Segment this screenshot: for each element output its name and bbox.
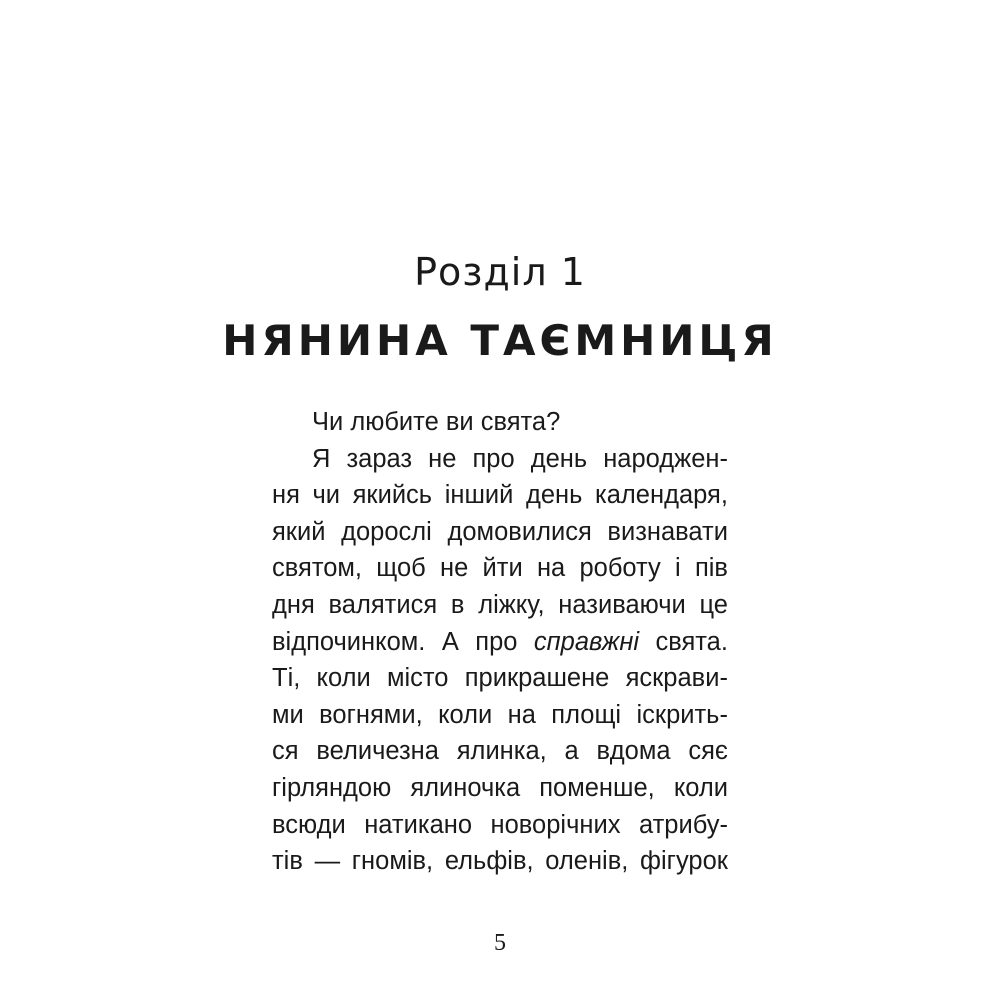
emphasized-word: справжні	[533, 627, 640, 656]
text-line	[272, 733, 728, 770]
word: визнавати	[607, 517, 728, 546]
body-text	[272, 404, 728, 880]
word: дорослі	[341, 517, 432, 546]
page-number: 5	[494, 930, 506, 956]
word: новорічних	[490, 810, 621, 839]
word: святом,	[272, 554, 363, 583]
word: всюди	[272, 810, 346, 839]
text-line	[272, 807, 728, 844]
word: поменше,	[539, 773, 655, 802]
chapter-title: НЯНИНА ТАЄМНИЦЯ	[222, 316, 778, 365]
chapter-label: Розділ 1	[414, 250, 586, 294]
word: прикрашене	[464, 664, 610, 693]
word: який	[272, 517, 326, 546]
text-line	[272, 587, 728, 624]
word: величезна	[316, 737, 439, 766]
word: ялиночка	[410, 773, 521, 802]
word: —	[314, 847, 341, 876]
word: свята.	[655, 627, 728, 656]
word: ся	[272, 737, 299, 766]
word: не	[440, 554, 469, 583]
word: ня	[272, 481, 300, 510]
word: валятися	[328, 590, 438, 619]
word: коли	[673, 773, 728, 802]
word: сяє	[688, 737, 728, 766]
word: коли	[438, 700, 493, 729]
word: ліжку,	[478, 590, 545, 619]
text-line	[272, 770, 728, 807]
word: Чи любите ви свята?	[312, 408, 561, 436]
word: відпочинком.	[272, 627, 426, 656]
word: яскрави-	[625, 664, 728, 693]
word: йти	[482, 554, 523, 583]
word: день	[530, 444, 588, 473]
word: коли	[316, 664, 371, 693]
text-line	[272, 660, 728, 697]
word: календаря,	[595, 481, 728, 510]
word: іскрить-	[636, 700, 728, 729]
word: оленів,	[545, 847, 629, 876]
text-line	[272, 624, 728, 661]
word: Ті,	[272, 664, 301, 693]
word: Я	[312, 444, 331, 473]
word: ялинка,	[456, 737, 547, 766]
text-line	[272, 404, 728, 441]
word: щоб	[376, 554, 426, 583]
word: на	[507, 700, 536, 729]
word: пів	[694, 554, 728, 583]
text-line	[272, 550, 728, 587]
text-line	[272, 697, 728, 734]
word: дня	[272, 590, 315, 619]
word: атрибу-	[638, 810, 728, 839]
word: домовилися	[447, 517, 592, 546]
word: роботу	[579, 554, 661, 583]
word: А	[441, 627, 459, 656]
word: чи	[312, 481, 341, 510]
word: інший	[444, 481, 514, 510]
word: місто	[386, 664, 449, 693]
word: день	[526, 481, 583, 510]
word: натикано	[364, 810, 473, 839]
word: ельфів,	[444, 847, 534, 876]
word: називаючи	[558, 590, 686, 619]
word: ми	[272, 700, 304, 729]
word: зараз	[346, 444, 413, 473]
text-line	[272, 843, 728, 880]
word: тів	[272, 847, 303, 876]
word: в	[450, 590, 465, 619]
word: на	[536, 554, 566, 583]
word: народжен-	[603, 444, 728, 473]
word: гномів,	[351, 847, 434, 876]
word: якийсь	[352, 481, 433, 510]
word: вогнями,	[319, 700, 423, 729]
text-line	[272, 514, 728, 551]
word: про	[472, 444, 515, 473]
word: фігурок	[640, 847, 728, 876]
text-line	[272, 477, 728, 514]
word: вдома	[596, 737, 671, 766]
text-line	[272, 441, 728, 478]
word: гірляндою	[272, 773, 392, 802]
word: і	[675, 554, 681, 583]
word: а	[564, 737, 579, 766]
word: площі	[551, 700, 622, 729]
word: про	[475, 627, 518, 656]
word: це	[699, 590, 728, 619]
word: не	[428, 444, 457, 473]
